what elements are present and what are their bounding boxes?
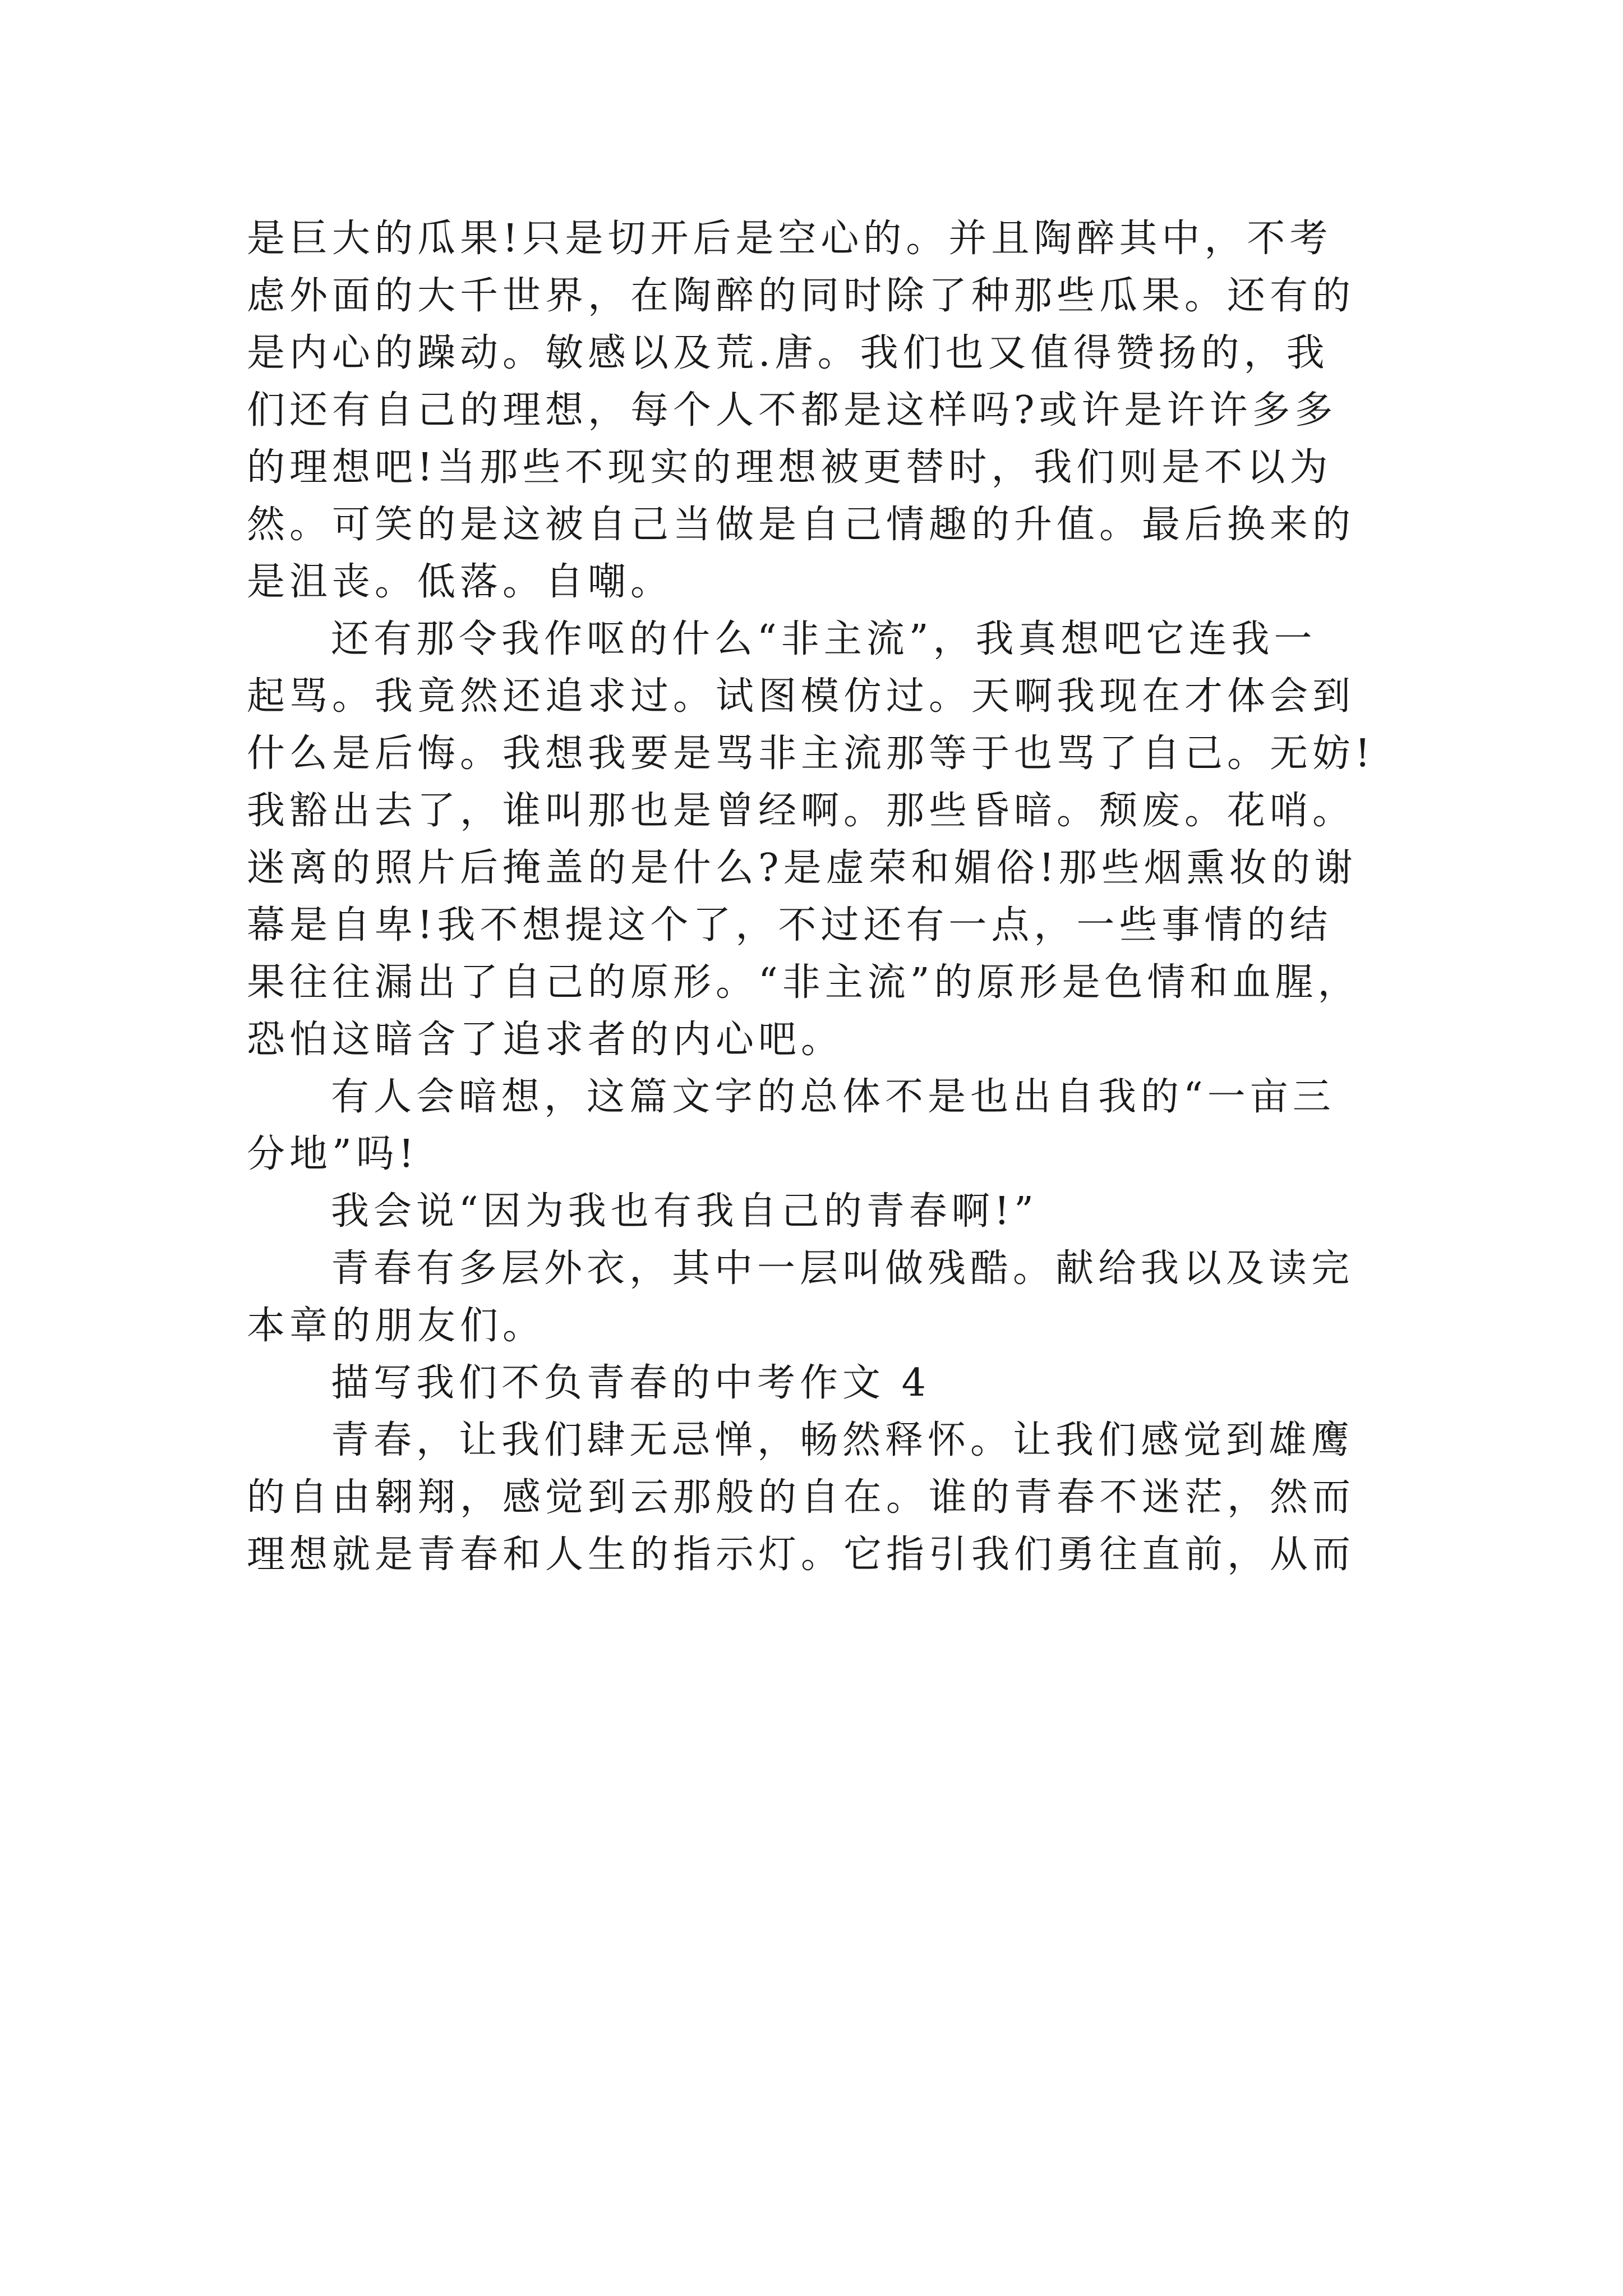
- text-line: 是巨大的瓜果!只是切开后是空心的。并且陶醉其中，不考: [247, 217, 1332, 261]
- text-line: 恐怕这暗含了追求者的内心吧。: [247, 1018, 844, 1062]
- text-line: 果往往漏出了自己的原形。“非主流”的原形是色情和血腥，: [247, 960, 1361, 1005]
- text-line: 是内心的躁动。敏感以及荒.唐。我们也又值得赞扬的，我: [247, 331, 1329, 375]
- text-line: 然。可笑的是这被自己当做是自己情趣的升值。最后换来的: [247, 503, 1355, 547]
- paragraph-start-line: 青春，让我们肆无忌惮，畅然释怀。让我们感觉到雄鹰: [331, 1418, 1354, 1462]
- text-line: 本章的朋友们。: [247, 1304, 546, 1348]
- text-line: 我豁出去了，谁叫那也是曾经啊。那些昏暗。颓废。花哨。: [247, 789, 1355, 833]
- text-line: 虑外面的大千世界，在陶醉的同时除了种那些瓜果。还有的: [247, 274, 1355, 318]
- paragraph-start-line: 青春有多层外衣，其中一层叫做残酷。献给我以及读完: [331, 1246, 1354, 1291]
- text-line: 的自由翱翔，感觉到云那般的自在。谁的青春不迷茫，然而: [247, 1475, 1355, 1520]
- paragraph-start-line: 有人会暗想，这篇文字的总体不是也出自我的“一亩三: [331, 1075, 1335, 1119]
- text-line: 的理想吧!当那些不现实的理想被更替时，我们则是不以为: [247, 445, 1332, 490]
- text-line: 理想就是青春和人生的指示灯。它指引我们勇往直前，从而: [247, 1533, 1355, 1577]
- text-line: 是沮丧。低落。自嘲。: [247, 560, 674, 604]
- text-line: 起骂。我竟然还追求过。试图模仿过。天啊我现在才体会到: [247, 674, 1355, 719]
- text-line: 分地”吗!: [247, 1132, 419, 1176]
- body-text: [247, 210, 1391, 1584]
- paragraph-start-line: 还有那令我作呕的什么“非主流”，我真想吧它连我一: [331, 617, 1317, 661]
- text-line: 们还有自己的理想，每个人不都是这样吗?或许是许许多多: [247, 388, 1338, 432]
- text-line: 迷离的照片后掩盖的是什么?是虚荣和媚俗!那些烟熏妆的谢: [247, 846, 1357, 890]
- section-heading: 描写我们不负青春的中考作文 4: [331, 1361, 930, 1405]
- text-line: 什么是后悔。我想我要是骂非主流那等于也骂了自己。无妨!: [247, 731, 1375, 776]
- paragraph-start-line: 我会说“因为我也有我自己的青春啊!”: [331, 1189, 1038, 1234]
- text-line: 幕是自卑!我不想提这个了，不过还有一点，一些事情的结: [247, 903, 1332, 947]
